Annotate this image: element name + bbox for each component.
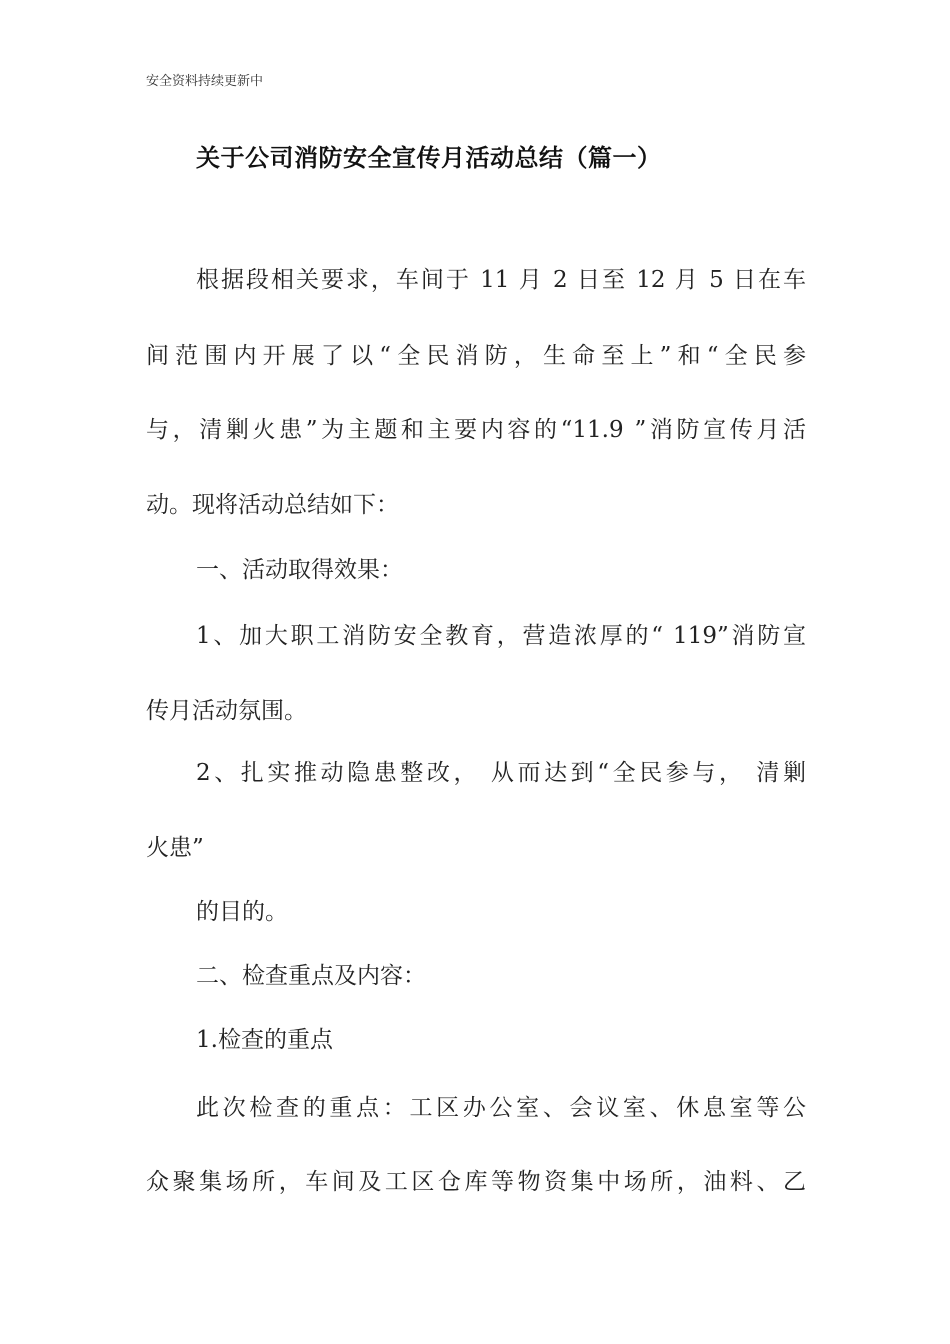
paragraph-line-3: 与，清剿火患”为主题和主要内容的“11.9 ”消防宣传月活	[146, 417, 806, 443]
section-heading-1: 一、活动取得效果：	[196, 557, 403, 583]
item-1-line-1: 1、加大职工消防安全教育，营造浓厚的“ 119”消防宣	[196, 623, 806, 649]
section-heading-2: 二、检查重点及内容：	[196, 963, 426, 989]
item-2-line-1: 2、扎实推动隐患整改， 从而达到“全民参与， 清剿	[196, 760, 806, 786]
item-2-line-3: 的目的。	[196, 899, 288, 925]
item-2-line-2: 火患”	[146, 835, 204, 861]
paragraph-line-1: 根据段相关要求，车间于 11 月 2 日至 12 月 5 日在车	[196, 267, 806, 293]
subheading-check-focus: 1.检查的重点	[196, 1027, 333, 1053]
paragraph-line-4: 动。现将活动总结如下：	[146, 492, 399, 518]
focus-paragraph-line-2: 众聚集场所，车间及工区仓库等物资集中场所，油料、乙	[146, 1169, 806, 1195]
header-note: 安全资料持续更新中	[146, 74, 264, 89]
item-1-line-2: 传月活动氛围。	[146, 698, 307, 724]
focus-paragraph-line-1: 此次检查的重点：工区办公室、会议室、休息室等公	[196, 1095, 806, 1121]
paragraph-line-2: 间范围内开展了以“全民消防，生命至上”和“全民参	[146, 343, 806, 369]
document-title: 关于公司消防安全宣传月活动总结（篇一）	[196, 143, 662, 172]
